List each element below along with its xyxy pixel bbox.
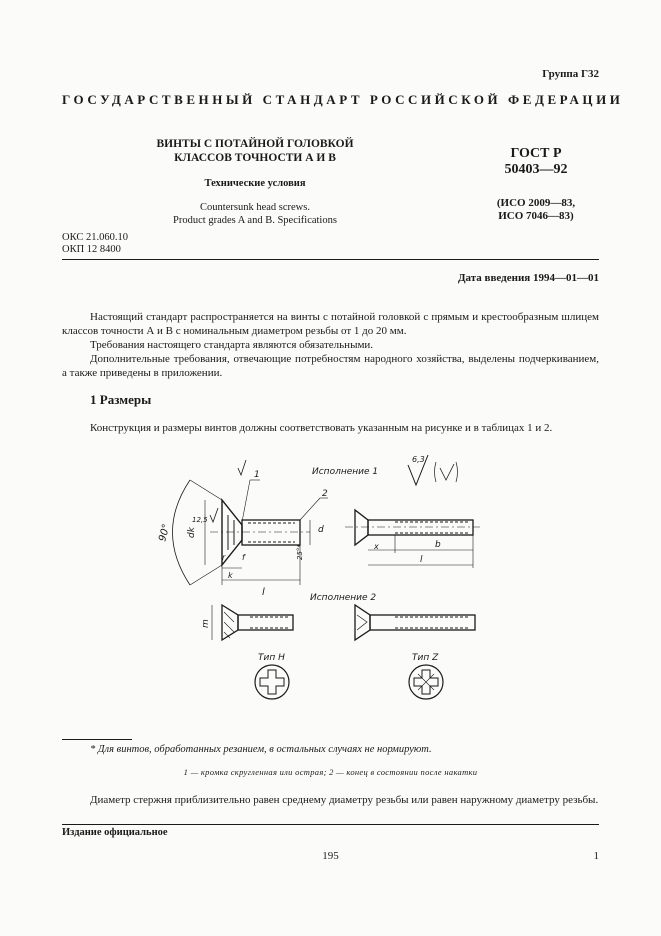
oks-code: ОКС 21.060.10 [62, 232, 128, 243]
english-title-line-2: Product grades A and B. Specifications [173, 215, 337, 226]
type-h-label: Тип H [258, 653, 285, 663]
ispolnenie-2-label: Исполнение 2 [310, 593, 377, 603]
roughness-label: 6,3 [412, 455, 425, 464]
gost-number [486, 146, 586, 178]
english-title-line-1: Countersunk head screws. [200, 202, 310, 213]
page-number: 195 [322, 850, 339, 862]
official-edition: Издание официальное [62, 827, 168, 838]
title-line-1: ВИНТЫ С ПОТАЙНОЙ ГОЛОВКОЙ [156, 138, 354, 150]
paragraph-scope: Настоящий стандарт распространяется на винты с потайной головкой с прямым и крестообразным шлицем классов точности А и В с номинальным диаметром резьбы от 1 до 20 мм. [62, 311, 599, 337]
footnote: * Для винтов, обработанных резанием, в остальных случаях не нормируют. [90, 744, 432, 755]
document-subtitle: Технические условия [204, 178, 306, 189]
leader-2-label: 2 [322, 489, 328, 499]
screw-view-ispolnenie-2-left [212, 605, 293, 640]
gost-line-1: ГОСТ Р [510, 146, 562, 161]
okp-code: ОКП 12 8400 [62, 244, 121, 255]
b-label: b [435, 540, 441, 550]
state-standard-title: ГОСУДАРСТВЕННЫЙ СТАНДАРТ РОССИЙСКОЙ ФЕДЕРАЦИИ [62, 92, 624, 107]
f-label: f [242, 553, 245, 562]
english-title [150, 201, 360, 227]
screw-view-ispolnenie-2-right [355, 605, 475, 640]
effective-date: Дата введения 1994—01—01 [457, 272, 599, 284]
official-divider [62, 824, 599, 825]
angle-25-label: 25°* [296, 544, 304, 560]
section-heading: 1 Размеры [90, 392, 152, 407]
footnote-divider [62, 739, 132, 740]
type-z-recess-icon [409, 665, 443, 699]
paragraph-mandatory: Требования настоящего стандарта являются обязательными. [90, 339, 374, 351]
m-label: m [201, 619, 211, 628]
divider [62, 259, 599, 260]
paragraph-diameter: Диаметр стержня приблизительно равен среднему диаметру резьбы или равен наружному диаметру резьбы. [90, 794, 599, 806]
section-text: Конструкция и размеры винтов должны соответствовать указанным на рисунке и в таблицах 1 и 2. [90, 422, 553, 434]
type-h-recess-icon [255, 665, 289, 699]
screw-drawing [150, 450, 490, 705]
k-label: k [228, 571, 233, 580]
type-z-label: Тип Z [412, 653, 439, 663]
roughness-symbol-small [440, 464, 454, 480]
title-line-2: КЛАССОВ ТОЧНОСТИ А И В [174, 152, 336, 164]
gost-line-2: 50403—92 [504, 162, 568, 177]
leader-1-label: 1 [254, 470, 260, 480]
l-label: l [262, 587, 265, 598]
x-label: x [374, 542, 379, 551]
paragraph-additional: Дополнительные требования, отвечающие потребностям народного хозяйства, выделены подчеркиванием, а также приведены в приложении. [62, 353, 599, 379]
figure-caption: 1 — кромка скругленная или острая; 2 — конец в состоянии после накатки [183, 767, 478, 777]
r-label: r [222, 553, 226, 562]
sheet-number: 1 [593, 850, 599, 862]
group-label: Группа Г32 [542, 68, 599, 80]
iso-reference [486, 197, 586, 223]
dk-label: dk [187, 527, 197, 538]
angle-label: 90° [157, 522, 173, 543]
l-label-2: l [420, 555, 423, 565]
screw-view-ispolnenie-1 [345, 510, 480, 568]
ispolnenie-1-label: Исполнение 1 [312, 467, 379, 477]
document-title [150, 137, 360, 165]
d-label: d [318, 525, 324, 535]
classification-codes [62, 232, 128, 256]
iso-line-2: ИСО 7046—83) [498, 210, 574, 222]
roughness-12-5-label: 12,5 [192, 516, 208, 524]
iso-line-1: (ИСО 2009—83, [496, 197, 576, 209]
